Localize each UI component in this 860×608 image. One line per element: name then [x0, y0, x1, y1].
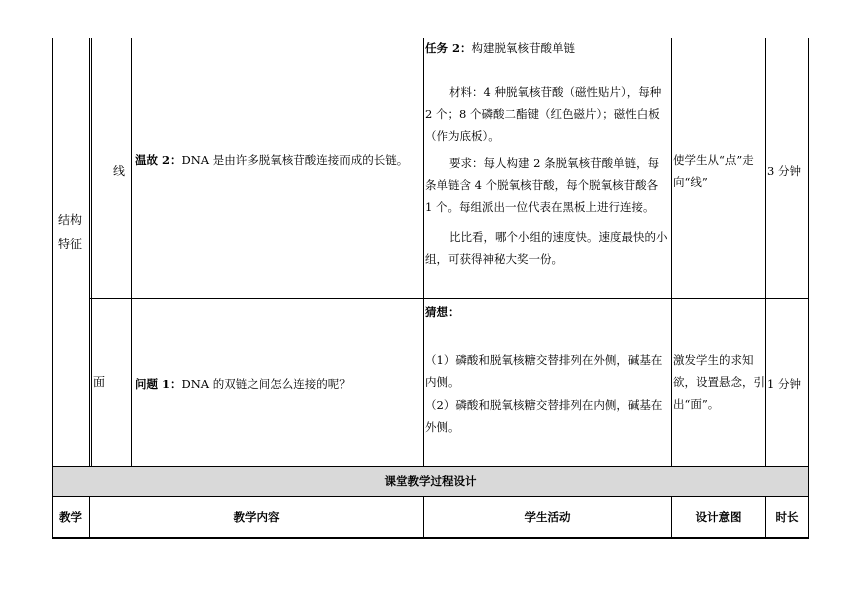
content-label: 问题 1： [135, 377, 182, 391]
row-divider [52, 496, 809, 497]
intent-line: 使学生从“点”走向“线” [673, 153, 754, 189]
content-text: DNA 的双链之间怎么连接的呢？ [181, 377, 351, 391]
guess-title: 猜想： [425, 305, 460, 319]
table-bottom-border [52, 537, 809, 539]
col-divider [423, 38, 424, 466]
task-materials: 材料：4 种脱氧核苷酸（磁性贴片），每种 2 个；8 个磷酸二酯键（红色磁片）；磁性白板（作为底板）。 [425, 85, 662, 143]
content-label: 温故 2： [135, 153, 182, 167]
task-title-text: 构建脱氧核苷酸单链 [471, 41, 576, 55]
row-divider [52, 466, 809, 467]
task-title-label: 任务 2： [425, 41, 472, 55]
guess-2: （2）磷酸和脱氧核糖交替排列在内侧，碱基在外侧。 [425, 398, 663, 434]
col-divider [89, 38, 90, 466]
header-col-activity: 学生活动 [524, 510, 571, 524]
col-divider [765, 38, 766, 466]
content-text: DNA 是由许多脱氧核苷酸连接而成的长链。 [181, 153, 409, 167]
task-requirements: 要求：每人构建 2 条脱氧核苷酸单链，每条单链含 4 个脱氧核苷酸，每个脱氧核苷酸各 1 个。每组派出一位代表在黑板上进行连接。 [425, 156, 660, 214]
table-right-border [808, 38, 809, 538]
col-divider [91, 38, 92, 466]
guess-1: （1）磷酸和脱氧核糖交替排列在外侧，碱基在内侧。 [425, 353, 663, 389]
intent-face: 激发学生的求知欲，设置悬念，引出“面”。 [673, 353, 765, 411]
content-line [135, 149, 421, 171]
task-title [425, 37, 669, 59]
col-divider [671, 38, 672, 466]
header-col-intent: 设计意图 [695, 510, 742, 524]
section-label: 结构 特征 [58, 213, 83, 251]
time-line: 3 分钟 [767, 164, 801, 178]
header-col-teaching: 教学 [59, 510, 82, 524]
header-col-time: 时长 [775, 510, 799, 524]
task-competition: 比比看，哪个小组的速度快。速度最快的小组，可获得神秘大奖一份。 [425, 230, 668, 266]
content-face [135, 373, 421, 395]
header-col-content: 教学内容 [233, 510, 280, 524]
time-face: 1 分钟 [767, 377, 801, 391]
sub-label-line: 线 [113, 164, 126, 178]
sub-label-face: 面 [93, 375, 106, 389]
row-divider [90, 298, 809, 299]
table-left-border [52, 38, 53, 538]
banner-title: 课堂教学过程设计 [384, 474, 477, 488]
col-divider [131, 38, 132, 466]
